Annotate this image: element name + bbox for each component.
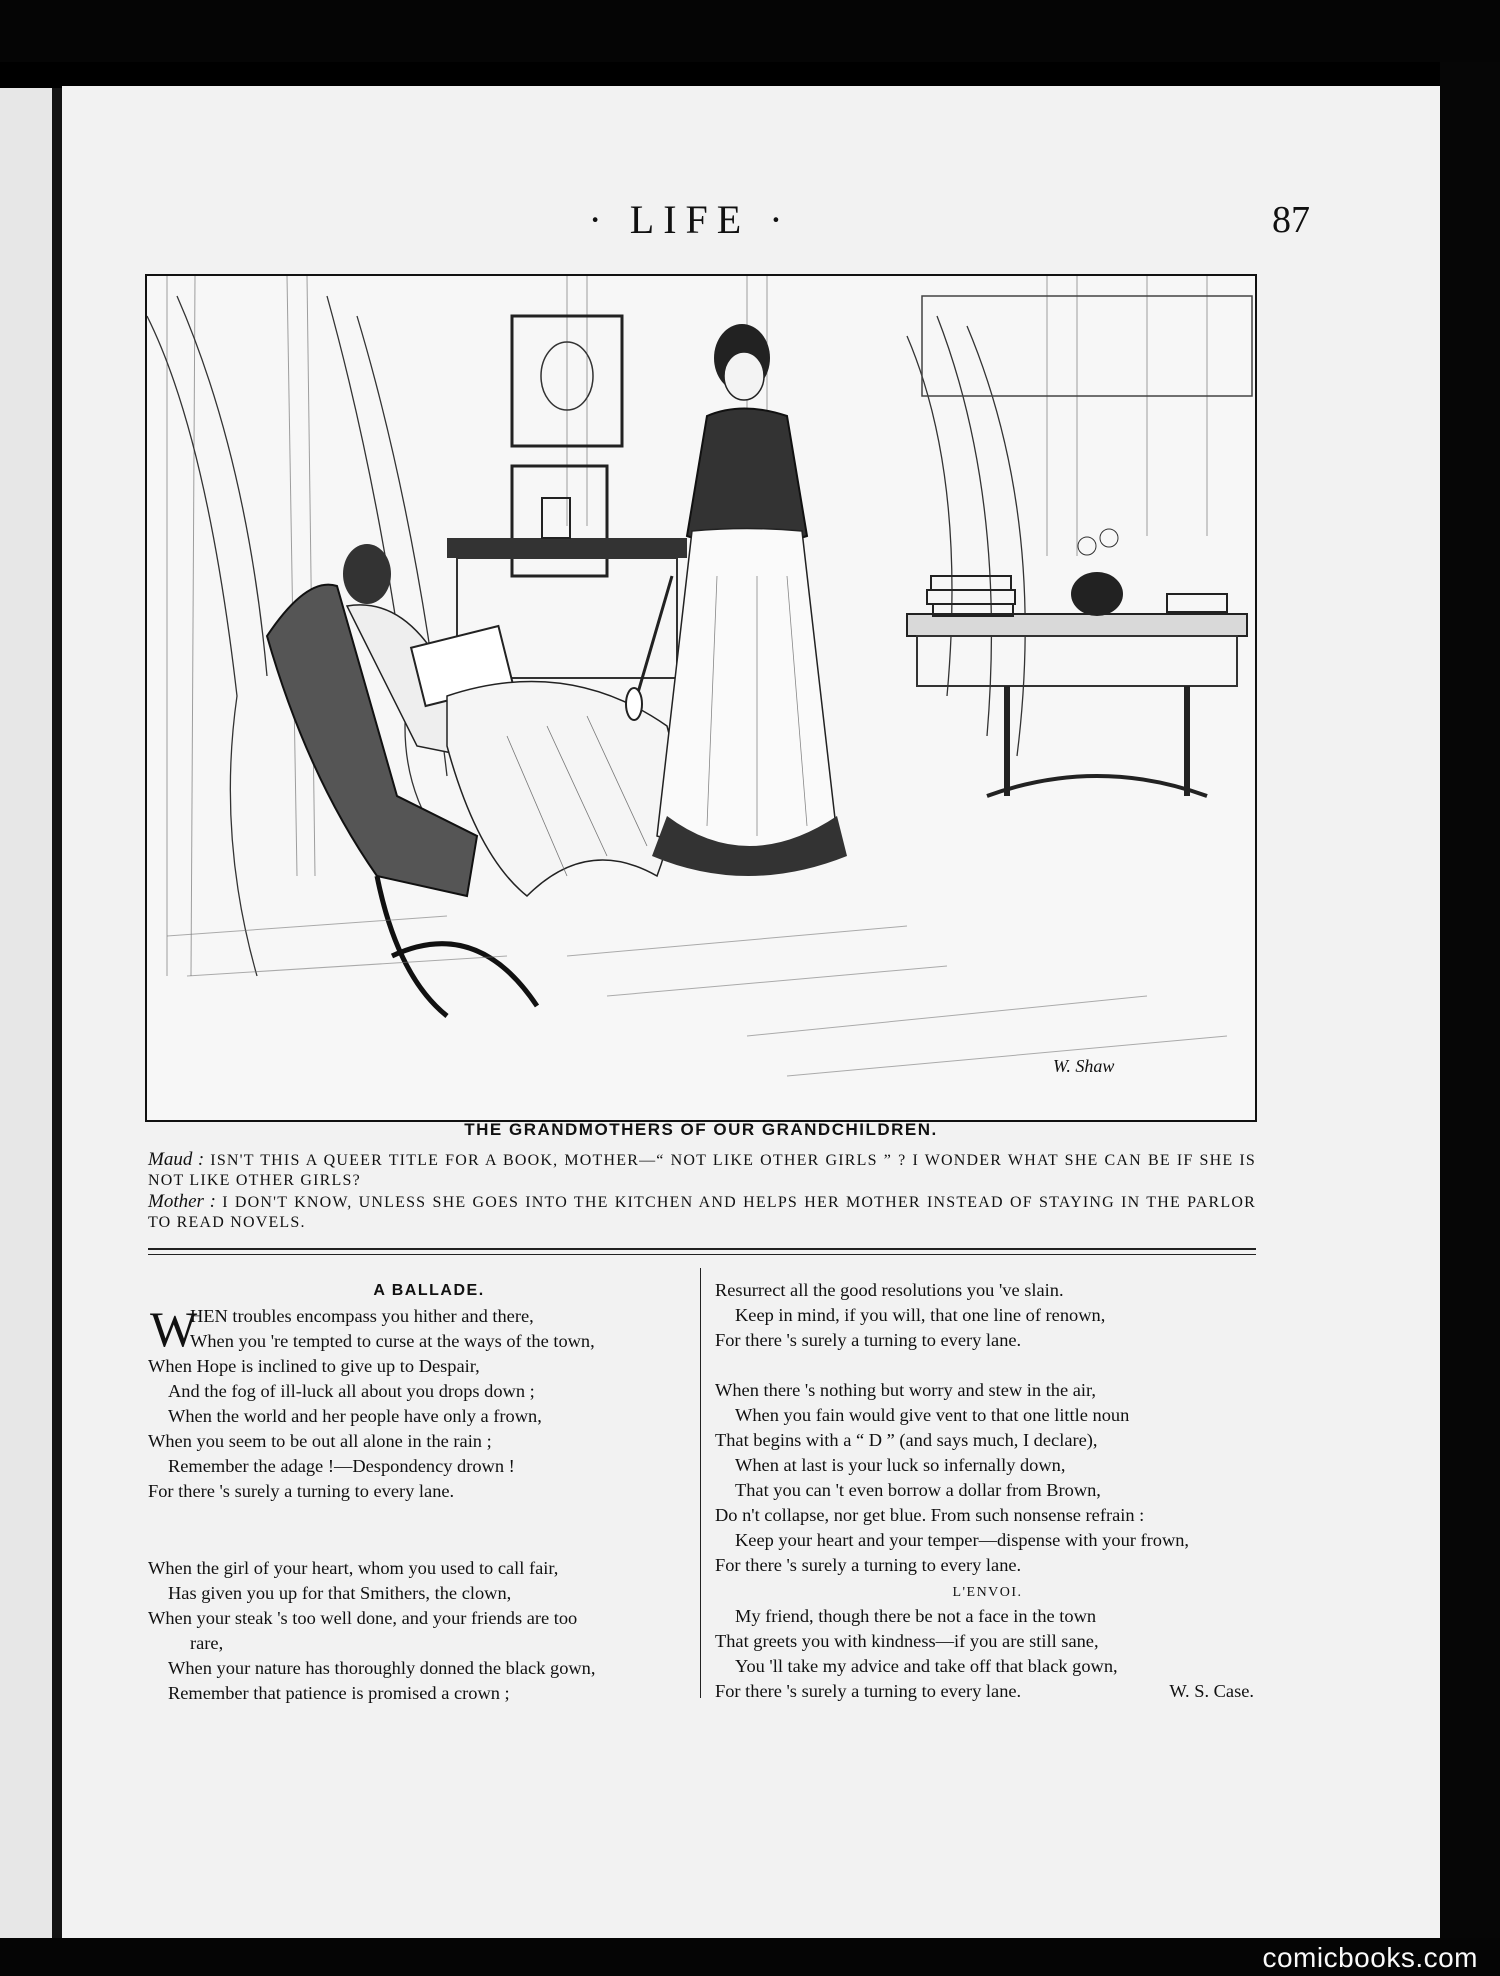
poem-line: When you 're tempted to curse at the ways of the town, <box>190 1331 595 1351</box>
poem-line: Do n't collapse, nor get blue. From such nonsense refrain : <box>715 1505 1145 1525</box>
poem-line: When your nature has thoroughly donned the black gown, <box>168 1658 596 1678</box>
scan-border-top <box>0 0 1500 62</box>
poem-line: When the girl of your heart, whom you used to call fair, <box>148 1558 559 1578</box>
poem-line: That greets you with kindness—if you are still sane, <box>715 1631 1099 1651</box>
poem-line: Has given you up for that Smithers, the clown, <box>168 1583 512 1603</box>
poem-column-right <box>715 1278 1260 1704</box>
poem-line: Keep your heart and your temper—dispense with your frown, <box>735 1530 1190 1550</box>
poem-line: When there 's nothing but worry and stew in the air, <box>715 1380 1097 1400</box>
poem-line: When you seem to be out all alone in the rain ; <box>148 1431 492 1451</box>
previous-page-edge <box>0 88 52 1938</box>
caption-title: THE GRANDMOTHERS OF OUR GRANDCHILDREN. <box>464 1120 938 1139</box>
poem-column-left <box>148 1278 690 1706</box>
poem-line: For there 's surely a turning to every lane. <box>715 1681 1022 1701</box>
poem-final-line <box>715 1679 1260 1704</box>
speaker-label: Mother : <box>148 1191 216 1212</box>
poem-line: Keep in mind, if you will, that one line of renown, <box>735 1305 1106 1325</box>
parlor-scene-drawing <box>147 276 1255 1120</box>
poem-title: A BALLADE. <box>373 1282 485 1299</box>
envoi-title: L'ENVOI. <box>952 1585 1023 1600</box>
poem-line: For there 's surely a turning to every lane. <box>148 1481 455 1501</box>
poem-line: Remember the adage !—Despondency drown ! <box>168 1456 515 1476</box>
author-signature: W. S. Case. <box>1169 1681 1254 1701</box>
magazine-title: · LIFE · <box>588 197 792 242</box>
site-watermark: comicbooks.com <box>1262 1942 1478 1973</box>
caption-dialog-maud <box>148 1150 1256 1191</box>
column-divider <box>700 1268 701 1698</box>
dialog-text: ISN'T THIS A QUEER TITLE FOR A BOOK, MOTHER—“ NOT LIKE OTHER GIRLS ” ? I WONDER WHAT SHE CAN BE IF SHE IS NOT LIKE OTHER GIRLS? <box>148 1152 1256 1189</box>
caption-dialog-mother <box>148 1192 1256 1233</box>
poem-line: And the fog of ill-luck all about you drops down ; <box>168 1381 535 1401</box>
binding-gutter <box>52 88 62 1938</box>
artist-signature: W. Shaw <box>1053 1056 1115 1076</box>
poem-line: You 'll take my advice and take off that black gown, <box>735 1656 1118 1676</box>
poem-line: When the world and her people have only a frown, <box>168 1406 542 1426</box>
drop-cap: W <box>150 1301 198 1357</box>
dialog-text: I DON'T KNOW, UNLESS SHE GOES INTO THE KITCHEN AND HELPS HER MOTHER INSTEAD OF STAYING IN THE PARLOR TO READ NOVELS. <box>148 1194 1256 1231</box>
poem-line: For there 's surely a turning to every lane. <box>715 1330 1022 1350</box>
poem-line: When you fain would give vent to that one little noun <box>735 1405 1130 1425</box>
poem-line: That you can 't even borrow a dollar from Brown, <box>735 1480 1101 1500</box>
poem-line: When Hope is inclined to give up to Despair, <box>148 1356 480 1376</box>
speaker-label: Maud : <box>148 1149 205 1170</box>
poem-line: For there 's surely a turning to every lane. <box>715 1555 1022 1575</box>
divider-rule <box>148 1248 1256 1250</box>
poem-line: When your steak 's too well done, and your friends are too <box>148 1608 578 1628</box>
poem-line: W HEN troubles encompass you hither and there, <box>150 1301 534 1357</box>
poem-line: That begins with a “ D ” (and says much, I declare), <box>715 1430 1098 1450</box>
poem-line: rare, <box>190 1633 224 1653</box>
page-number: 87 <box>1272 199 1310 241</box>
poem-line: Remember that patience is promised a crown ; <box>168 1683 510 1703</box>
engraving-illustration <box>145 274 1257 1122</box>
poem-line: When at last is your luck so infernally down, <box>735 1455 1066 1475</box>
scan-border-right <box>1440 62 1500 1938</box>
poem-line: My friend, though there be not a face in the town <box>735 1606 1097 1626</box>
divider-rule <box>148 1254 1256 1255</box>
poem-line: Resurrect all the good resolutions you 've slain. <box>715 1280 1064 1300</box>
